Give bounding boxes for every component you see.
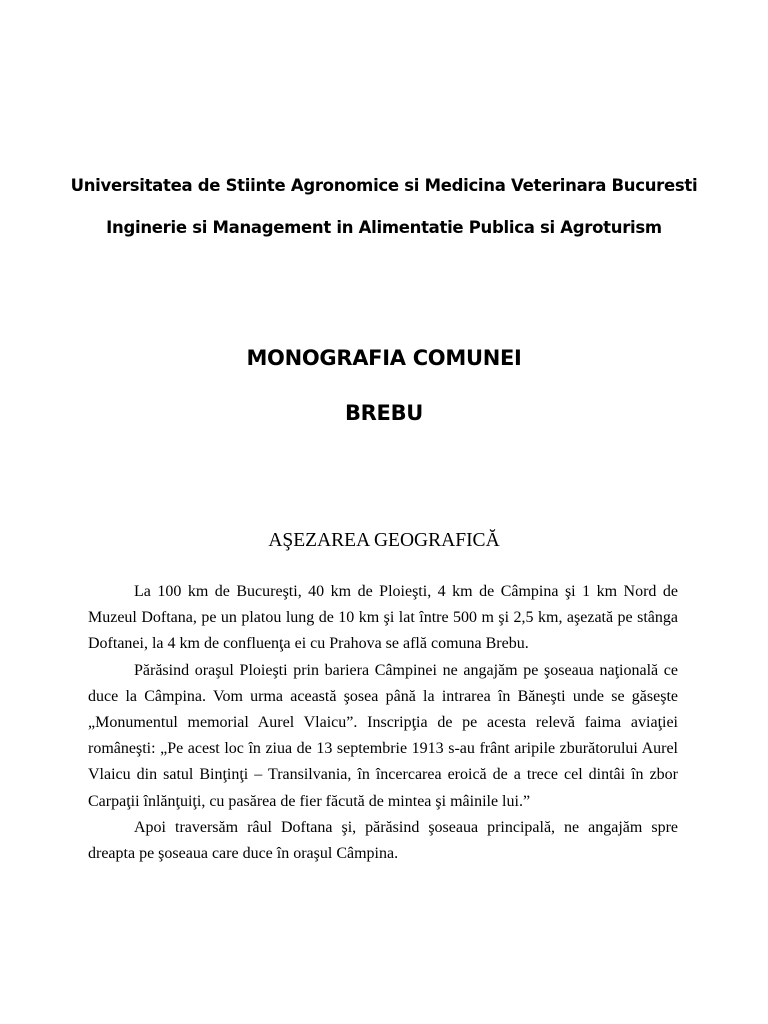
paragraph: La 100 km de Bucureşti, 40 km de Ploieşti, 4 km de Câmpina şi 1 km Nord de Muzeul Doftana, pe un platou lung de 10 km şi lat între 500 m şi 2,5 km, aşezată pe stânga Doftanei, la 4 km de confluenţa ei cu Prahova se află comuna Brebu.: [88, 583, 678, 653]
section-heading: AŞEZAREA GEOGRAFICĂ: [268, 530, 500, 551]
university-name: Universitatea de Stiinte Agronomice si Medicina Veterinara Bucuresti: [70, 176, 698, 195]
section-body: [88, 579, 678, 867]
paragraph: Părăsind oraşul Ploieşti prin bariera Câmpinei ne angajăm pe şoseaua naţională ce duce la Câmpina. Vom urma această şosea până la intrarea în Băneşti unde se găseşte „Monumentul memorial Aurel Vlaicu”. Inscripţia de pe acesta relevă faima aviaţiei româneşti: „Pe acest loc în ziua de 13 septembrie 1913 s-au frânt aripile zburătorului Aurel Vlaicu din satul Binţinţi – Transilvania, în încercarea eroică de a trece cel dintâi în zbor Carpaţii înlănţuiţi, cu pasărea de fier făcută de mintea şi mâinile lui.”: [88, 661, 678, 810]
document-title: MONOGRAFIA COMUNEI: [246, 346, 522, 370]
specialization-name: Inginerie si Management in Alimentatie Publica si Agroturism: [106, 218, 662, 237]
document-subtitle: BREBU: [344, 401, 424, 425]
paragraph: Apoi traversăm râul Doftana şi, părăsind şoseaua principală, ne angajăm spre dreapta pe şoseaua care duce în oraşul Câmpina.: [88, 818, 678, 863]
